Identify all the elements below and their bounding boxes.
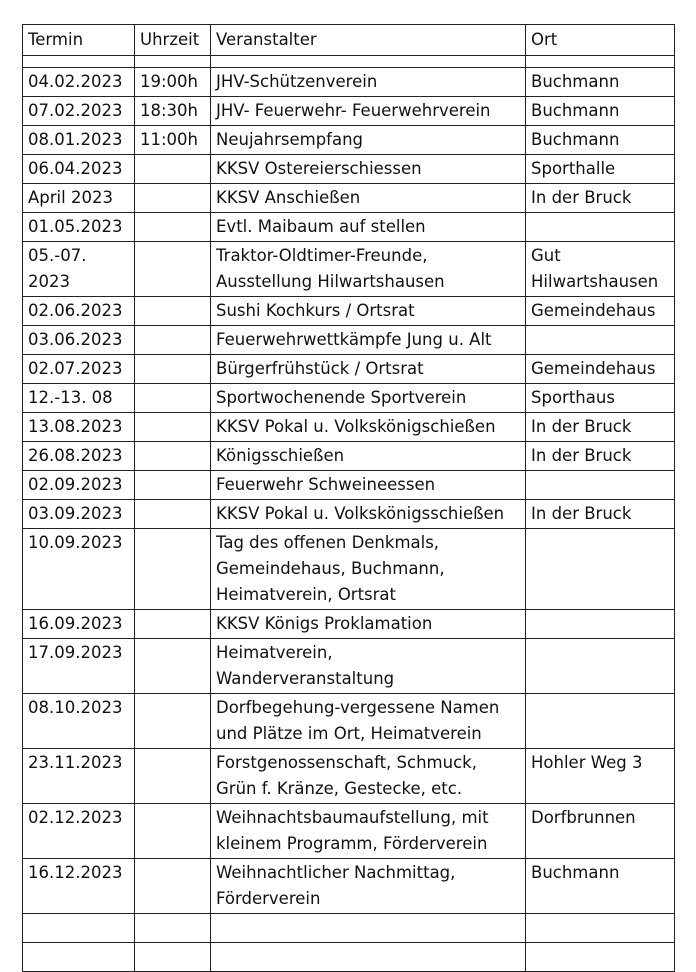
uhrzeit-cell (135, 213, 211, 242)
uhrzeit-cell (135, 413, 211, 442)
table-row (23, 126, 675, 155)
uhrzeit-cell (135, 442, 211, 471)
veranstalter-cell-line: Feuerwehrwettkämpfe Jung u. Alt (216, 330, 492, 349)
blank-cell (526, 914, 675, 943)
termin-cell (23, 639, 135, 694)
table-row (23, 97, 675, 126)
veranstalter-cell-line: KKSV Königs Proklamation (216, 614, 433, 633)
blank-cell (211, 914, 526, 943)
veranstalter-cell (211, 297, 526, 326)
termin-cell-line: 16.12.2023 (28, 863, 123, 882)
termin-cell-line: 03.06.2023 (28, 330, 123, 349)
veranstalter-cell (211, 242, 526, 297)
schedule-body (23, 56, 675, 972)
ort-cell (526, 297, 675, 326)
ort-cell-line: Hilwartshausen (531, 272, 659, 291)
veranstalter-cell-line: und Plätze im Ort, Heimatverein (216, 724, 482, 743)
ort-cell (526, 184, 675, 213)
veranstalter-cell (211, 126, 526, 155)
veranstalter-cell-line: Königsschießen (216, 446, 345, 465)
table-row (23, 442, 675, 471)
table-row (23, 68, 675, 97)
uhrzeit-cell (135, 471, 211, 500)
table-row (23, 500, 675, 529)
veranstalter-cell-line: JHV- Feuerwehr- Feuerwehrverein (216, 101, 491, 120)
termin-cell-line: 2023 (28, 272, 70, 291)
ort-cell (526, 213, 675, 242)
termin-cell (23, 804, 135, 859)
spacer-cell (23, 56, 135, 68)
uhrzeit-cell (135, 804, 211, 859)
ort-cell-line: Buchmann (531, 101, 620, 120)
table-row (23, 155, 675, 184)
ort-cell (526, 529, 675, 610)
ort-cell-line (531, 695, 668, 721)
veranstalter-cell (211, 155, 526, 184)
veranstalter-cell-line: Gemeindehaus, Buchmann, (216, 559, 445, 578)
veranstalter-cell-line: Förderverein (216, 889, 321, 908)
ort-cell-line: In der Bruck (531, 188, 632, 207)
termin-cell-line: 05.-07. (28, 246, 87, 265)
termin-cell-line: 01.05.2023 (28, 217, 123, 236)
ort-cell (526, 442, 675, 471)
ort-cell (526, 355, 675, 384)
termin-cell (23, 242, 135, 297)
termin-cell (23, 529, 135, 610)
uhrzeit-cell (135, 694, 211, 749)
table-row (23, 639, 675, 694)
ort-cell (526, 413, 675, 442)
veranstalter-cell (211, 529, 526, 610)
veranstalter-cell-line: Wanderveranstaltung (216, 669, 395, 688)
ort-cell (526, 639, 675, 694)
blank-cell (23, 914, 135, 943)
termin-cell-line: 02.07.2023 (28, 359, 123, 378)
veranstalter-cell (211, 213, 526, 242)
termin-cell (23, 610, 135, 639)
table-row (23, 297, 675, 326)
termin-cell (23, 68, 135, 97)
ort-cell-line: Gemeindehaus (531, 359, 656, 378)
veranstalter-cell-line: Ausstellung Hilwartshausen (216, 272, 445, 291)
termin-cell (23, 471, 135, 500)
spacer-cell (135, 56, 211, 68)
uhrzeit-cell (135, 500, 211, 529)
uhrzeit-cell: 11:00h (135, 126, 211, 155)
uhrzeit-cell: 19:00h (135, 68, 211, 97)
blank-cell (135, 914, 211, 943)
ort-cell-line: In der Bruck (531, 417, 632, 436)
veranstalter-cell (211, 384, 526, 413)
termin-cell-line: 03.09.2023 (28, 504, 123, 523)
veranstalter-cell-line: Dorfbegehung-vergessene Namen (216, 698, 500, 717)
ort-cell-line (531, 214, 668, 240)
veranstalter-cell (211, 413, 526, 442)
table-row (23, 413, 675, 442)
veranstalter-cell (211, 694, 526, 749)
termin-cell-line: 13.08.2023 (28, 417, 123, 436)
termin-cell (23, 126, 135, 155)
ort-cell-line: Dorfbrunnen (531, 808, 636, 827)
uhrzeit-cell (135, 529, 211, 610)
ort-cell-line: Buchmann (531, 130, 620, 149)
termin-cell-line: 04.02.2023 (28, 72, 123, 91)
termin-cell-line: 23.11.2023 (28, 753, 123, 772)
uhrzeit-cell (135, 639, 211, 694)
termin-cell (23, 97, 135, 126)
veranstalter-cell-line: KKSV Pokal u. Volkskönigsschießen (216, 504, 505, 523)
termin-cell-line: 10.09.2023 (28, 533, 123, 552)
ort-cell (526, 749, 675, 804)
event-schedule-table (22, 24, 675, 972)
veranstalter-cell (211, 471, 526, 500)
uhrzeit-cell (135, 859, 211, 914)
ort-cell-line: Hohler Weg 3 (531, 753, 643, 772)
veranstalter-cell (211, 639, 526, 694)
uhrzeit-cell (135, 355, 211, 384)
termin-cell-line: April 2023 (28, 188, 113, 207)
table-row (23, 355, 675, 384)
ort-cell-line: Buchmann (531, 863, 620, 882)
veranstalter-cell (211, 610, 526, 639)
uhrzeit-cell (135, 610, 211, 639)
veranstalter-cell-line: Tag des offenen Denkmals, (216, 533, 440, 552)
ort-cell-line: In der Bruck (531, 446, 632, 465)
veranstalter-cell-line: JHV-Schützenverein (216, 72, 378, 91)
veranstalter-cell-line: Grün f. Kränze, Gestecke, etc. (216, 779, 463, 798)
table-row (23, 384, 675, 413)
table-row (23, 694, 675, 749)
veranstalter-cell (211, 859, 526, 914)
veranstalter-cell-line: Forstgenossenschaft, Schmuck, (216, 753, 477, 772)
header-uhrzeit: Uhrzeit (135, 25, 211, 56)
termin-cell (23, 859, 135, 914)
veranstalter-cell-line: Feuerwehr Schweineessen (216, 475, 436, 494)
blank-cell (211, 943, 526, 972)
uhrzeit-cell (135, 297, 211, 326)
table-row (23, 529, 675, 610)
veranstalter-cell-line: Sushi Kochkurs / Ortsrat (216, 301, 415, 320)
termin-cell (23, 355, 135, 384)
ort-cell-line (531, 530, 668, 556)
uhrzeit-cell (135, 749, 211, 804)
blank-cell (135, 943, 211, 972)
termin-cell-line: 02.06.2023 (28, 301, 123, 320)
table-row (23, 859, 675, 914)
uhrzeit-cell: 18:30h (135, 97, 211, 126)
table-row (23, 184, 675, 213)
veranstalter-cell (211, 68, 526, 97)
blank-row (23, 943, 675, 972)
uhrzeit-cell (135, 184, 211, 213)
ort-cell (526, 126, 675, 155)
termin-cell (23, 500, 135, 529)
ort-cell (526, 384, 675, 413)
ort-cell (526, 804, 675, 859)
termin-cell-line: 07.02.2023 (28, 101, 123, 120)
veranstalter-cell-line: KKSV Anschießen (216, 188, 361, 207)
veranstalter-cell-line: KKSV Ostereierschiessen (216, 159, 422, 178)
termin-cell (23, 694, 135, 749)
ort-cell (526, 859, 675, 914)
ort-cell (526, 326, 675, 355)
ort-cell-line (531, 640, 668, 666)
ort-cell (526, 694, 675, 749)
termin-cell-line: 08.10.2023 (28, 698, 123, 717)
veranstalter-cell (211, 97, 526, 126)
veranstalter-cell (211, 326, 526, 355)
ort-cell (526, 68, 675, 97)
spacer-cell (526, 56, 675, 68)
veranstalter-cell (211, 184, 526, 213)
ort-cell-line: Gut (531, 246, 561, 265)
table-row (23, 213, 675, 242)
ort-cell (526, 242, 675, 297)
termin-cell (23, 326, 135, 355)
termin-cell (23, 213, 135, 242)
veranstalter-cell-line: Heimatverein, Ortsrat (216, 585, 397, 604)
ort-cell (526, 610, 675, 639)
veranstalter-cell-line: Weihnachtlicher Nachmittag, (216, 863, 456, 882)
uhrzeit-cell (135, 326, 211, 355)
ort-cell-line (531, 611, 668, 637)
ort-cell (526, 155, 675, 184)
veranstalter-cell (211, 500, 526, 529)
blank-cell (23, 943, 135, 972)
ort-cell-line (531, 472, 668, 498)
spacer-row (23, 56, 675, 68)
veranstalter-cell-line: Heimatverein, (216, 643, 333, 662)
table-row (23, 749, 675, 804)
veranstalter-cell (211, 749, 526, 804)
termin-cell (23, 749, 135, 804)
header-termin: Termin (23, 25, 135, 56)
ort-cell-line: Sporthaus (531, 388, 615, 407)
header-ort: Ort (526, 25, 675, 56)
termin-cell-line: 17.09.2023 (28, 643, 123, 662)
ort-cell (526, 97, 675, 126)
ort-cell-line: Sporthalle (531, 159, 616, 178)
termin-cell-line: 08.01.2023 (28, 130, 123, 149)
veranstalter-cell-line: kleinem Programm, Förderverein (216, 834, 488, 853)
veranstalter-cell-line: KKSV Pokal u. Volkskönigschießen (216, 417, 496, 436)
ort-cell-line (531, 327, 668, 353)
uhrzeit-cell (135, 155, 211, 184)
table-row (23, 326, 675, 355)
termin-cell-line: 02.09.2023 (28, 475, 123, 494)
termin-cell-line: 02.12.2023 (28, 808, 123, 827)
ort-cell (526, 500, 675, 529)
termin-cell-line: 12.-13. 08 (28, 388, 113, 407)
termin-cell (23, 155, 135, 184)
veranstalter-cell (211, 355, 526, 384)
termin-cell (23, 442, 135, 471)
veranstalter-cell-line: Sportwochenende Sportverein (216, 388, 467, 407)
table-row (23, 471, 675, 500)
table-row (23, 610, 675, 639)
table-row (23, 804, 675, 859)
uhrzeit-cell (135, 242, 211, 297)
veranstalter-cell-line: Traktor-Oldtimer-Freunde, (216, 246, 428, 265)
veranstalter-cell (211, 804, 526, 859)
header-veranstalter: Veranstalter (211, 25, 526, 56)
spacer-cell (211, 56, 526, 68)
ort-cell-line: Gemeindehaus (531, 301, 656, 320)
header-row (23, 25, 675, 56)
ort-cell (526, 471, 675, 500)
termin-cell-line: 06.04.2023 (28, 159, 123, 178)
uhrzeit-cell (135, 384, 211, 413)
table-row (23, 242, 675, 297)
blank-cell (526, 943, 675, 972)
termin-cell (23, 184, 135, 213)
ort-cell-line: In der Bruck (531, 504, 632, 523)
termin-cell (23, 413, 135, 442)
ort-cell-line: Buchmann (531, 72, 620, 91)
termin-cell-line: 16.09.2023 (28, 614, 123, 633)
veranstalter-cell-line: Weihnachtsbaumaufstellung, mit (216, 808, 489, 827)
termin-cell (23, 384, 135, 413)
blank-row (23, 914, 675, 943)
veranstalter-cell-line: Neujahrsempfang (216, 130, 364, 149)
termin-cell (23, 297, 135, 326)
termin-cell-line: 26.08.2023 (28, 446, 123, 465)
veranstalter-cell-line: Evtl. Maibaum auf stellen (216, 217, 426, 236)
veranstalter-cell (211, 442, 526, 471)
veranstalter-cell-line: Bürgerfrühstück / Ortsrat (216, 359, 424, 378)
